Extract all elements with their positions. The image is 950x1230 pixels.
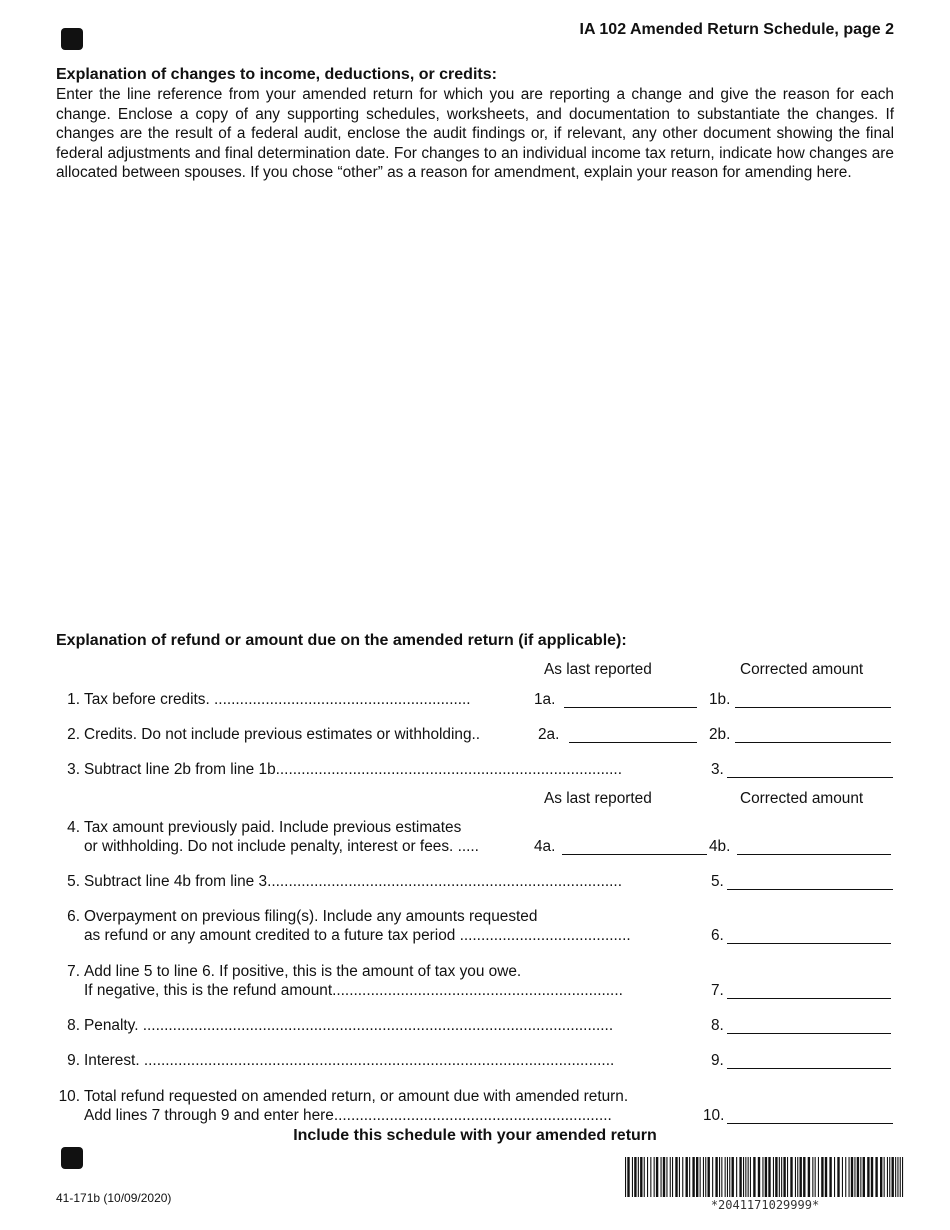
barcode-bar bbox=[854, 1157, 855, 1197]
line-5-label: 5. bbox=[711, 873, 724, 890]
line-2b-label: 2b. bbox=[709, 726, 731, 743]
barcode-bar bbox=[790, 1157, 792, 1197]
line-7-field[interactable] bbox=[727, 998, 891, 999]
line-2b-field[interactable] bbox=[735, 742, 891, 743]
line-3-label: 3. bbox=[711, 761, 724, 778]
line-description: Total refund requested on amended return, or amount due with amended return. bbox=[84, 1088, 629, 1105]
barcode-bar bbox=[640, 1157, 642, 1197]
line-9-field[interactable] bbox=[727, 1068, 891, 1069]
line-1a-label: 1a. bbox=[534, 691, 556, 708]
line-number: 5. bbox=[67, 873, 80, 890]
include-schedule-note: Include this schedule with your amended return bbox=[293, 1127, 657, 1144]
barcode-bar bbox=[753, 1157, 755, 1197]
line-number: 7. bbox=[67, 963, 80, 980]
line-description: Tax before credits. ............................................................ bbox=[84, 691, 471, 708]
registration-mark-bottom bbox=[61, 1147, 83, 1169]
barcode-bar bbox=[715, 1157, 717, 1197]
barcode-bar bbox=[692, 1157, 694, 1197]
barcode-bar bbox=[762, 1157, 763, 1197]
line-number: 4. bbox=[67, 819, 80, 836]
line-number: 6. bbox=[67, 908, 80, 925]
line-5-field[interactable] bbox=[727, 889, 893, 890]
barcode-bar bbox=[889, 1157, 890, 1197]
form-id: 41-171b (10/09/2020) bbox=[56, 1191, 172, 1205]
barcode-bar bbox=[732, 1157, 734, 1197]
barcode-bar bbox=[863, 1157, 865, 1197]
barcode-bar bbox=[682, 1157, 683, 1197]
barcode-bar bbox=[797, 1157, 798, 1197]
barcode-bar bbox=[829, 1157, 831, 1197]
barcode-bar bbox=[736, 1157, 737, 1197]
barcode-bar bbox=[834, 1157, 835, 1197]
barcode-bar bbox=[661, 1157, 662, 1197]
line-description: Interest. .............................................................................................................. bbox=[84, 1052, 615, 1069]
line-4a-field[interactable] bbox=[562, 854, 707, 855]
barcode-bar bbox=[638, 1157, 639, 1197]
barcode-bar bbox=[867, 1157, 869, 1197]
barcode-bar bbox=[703, 1157, 704, 1197]
barcode-bar bbox=[897, 1157, 898, 1197]
barcode-bar bbox=[725, 1157, 726, 1197]
line-number: 9. bbox=[67, 1052, 80, 1069]
barcode-bar bbox=[887, 1157, 888, 1197]
line-description: Penalty. .............................................................................................................. bbox=[84, 1017, 614, 1034]
barcode-bar bbox=[644, 1157, 645, 1197]
barcode-bar bbox=[627, 1157, 629, 1197]
line-6-field[interactable] bbox=[727, 943, 891, 944]
barcode-bar bbox=[666, 1157, 667, 1197]
barcode-bar bbox=[895, 1157, 896, 1197]
column-header-corrected-2: Corrected amount bbox=[740, 790, 864, 807]
barcode-bar bbox=[765, 1157, 767, 1197]
line-9-label: 9. bbox=[711, 1052, 724, 1069]
line-10-label: 10. bbox=[703, 1107, 725, 1124]
barcode-bar bbox=[625, 1157, 626, 1197]
barcode-bar bbox=[803, 1157, 805, 1197]
line-description-continued: If negative, this is the refund amount.................................................................... bbox=[84, 982, 623, 999]
refund-section-title: Explanation of refund or amount due on the amended return (if applicable): bbox=[56, 632, 627, 649]
barcode-bar bbox=[902, 1157, 903, 1197]
line-description-continued: as refund or any amount credited to a future tax period ........................................ bbox=[84, 927, 631, 944]
barcode-bar bbox=[812, 1157, 813, 1197]
barcode-bar bbox=[871, 1157, 873, 1197]
barcode-bar bbox=[781, 1157, 782, 1197]
column-header-last-reported: As last reported bbox=[544, 661, 652, 678]
barcode-bar bbox=[632, 1157, 633, 1197]
line-description-continued: Add lines 7 through 9 and enter here................................................................. bbox=[84, 1107, 612, 1124]
barcode-bar bbox=[783, 1157, 785, 1197]
barcode-bar bbox=[787, 1157, 788, 1197]
barcode-bar bbox=[845, 1157, 846, 1197]
barcode-bar bbox=[795, 1157, 796, 1197]
line-8-field[interactable] bbox=[727, 1033, 891, 1034]
barcode-bar bbox=[700, 1157, 701, 1197]
barcode bbox=[625, 1157, 905, 1197]
barcode-bar bbox=[672, 1157, 673, 1197]
barcode-bar bbox=[884, 1157, 885, 1197]
barcode-bar bbox=[719, 1157, 720, 1197]
barcode-bar bbox=[800, 1157, 802, 1197]
barcode-bar bbox=[779, 1157, 780, 1197]
barcode-bar bbox=[679, 1157, 680, 1197]
line-description-continued: or withholding. Do not include penalty, interest or fees. ..... bbox=[84, 838, 479, 855]
line-10-field[interactable] bbox=[727, 1123, 893, 1124]
barcode-bar bbox=[729, 1157, 730, 1197]
barcode-bar bbox=[880, 1157, 882, 1197]
barcode-bar bbox=[818, 1157, 819, 1197]
page-title: IA 102 Amended Return Schedule, page 2 bbox=[579, 21, 894, 38]
barcode-bar bbox=[743, 1157, 744, 1197]
barcode-bar bbox=[860, 1157, 861, 1197]
barcode-bar bbox=[705, 1157, 706, 1197]
barcode-bar bbox=[696, 1157, 698, 1197]
barcode-bar bbox=[650, 1157, 651, 1197]
line-description: Add line 5 to line 6. If positive, this is the amount of tax you owe. bbox=[84, 963, 522, 980]
barcode-bar bbox=[670, 1157, 671, 1197]
line-description: Subtract line 4b from line 3................................................................................... bbox=[84, 873, 622, 890]
line-description: Tax amount previously paid. Include previous estimates bbox=[84, 819, 462, 836]
line-number: 8. bbox=[67, 1017, 80, 1034]
barcode-bar bbox=[750, 1157, 751, 1197]
line-2a-field[interactable] bbox=[569, 742, 697, 743]
line-description: Credits. Do not include previous estimates or withholding.. bbox=[84, 726, 481, 743]
line-4b-field[interactable] bbox=[737, 854, 891, 855]
barcode-bar bbox=[647, 1157, 648, 1197]
barcode-bar bbox=[727, 1157, 728, 1197]
line-4a-label: 4a. bbox=[534, 838, 556, 855]
barcode-bar bbox=[815, 1157, 816, 1197]
registration-mark-top bbox=[61, 28, 83, 50]
barcode-bar bbox=[745, 1157, 746, 1197]
barcode-bar bbox=[663, 1157, 665, 1197]
line-number: 3. bbox=[67, 761, 80, 778]
line-8-label: 8. bbox=[711, 1017, 724, 1034]
line-number: 2. bbox=[67, 726, 80, 743]
barcode-bar bbox=[721, 1157, 722, 1197]
barcode-bar bbox=[837, 1157, 839, 1197]
line-description: Subtract line 2b from line 1b................................................................................. bbox=[84, 761, 622, 778]
column-header-corrected: Corrected amount bbox=[740, 661, 864, 678]
barcode-bar bbox=[821, 1157, 823, 1197]
barcode-bar bbox=[773, 1157, 774, 1197]
barcode-bar bbox=[808, 1157, 810, 1197]
changes-explanation-area[interactable] bbox=[56, 210, 894, 620]
barcode-bar bbox=[768, 1157, 770, 1197]
barcode-bar bbox=[849, 1157, 850, 1197]
barcode-bar bbox=[758, 1157, 760, 1197]
line-1a-field[interactable] bbox=[564, 707, 697, 708]
changes-instructions: Enter the line reference from your amended return for which you are reporting a change and give the reason for each change. Enclose a copy of any supporting schedules, worksheets, and documentation to substantiate the changes. If changes are the result of a federal audit, enclose the audit findings or, if relevant, any other document showing the final federal adjustments and final determination date. For changes to an individual income tax return, indicate how changes are allocated between spouses. If you chose “other” as a reason for amendment, explain your reason for amending here. bbox=[56, 86, 894, 182]
barcode-bar bbox=[712, 1157, 713, 1197]
barcode-bar bbox=[689, 1157, 690, 1197]
barcode-bar bbox=[857, 1157, 859, 1197]
barcode-bar bbox=[748, 1157, 749, 1197]
line-number: 1. bbox=[67, 691, 80, 708]
barcode-bar bbox=[875, 1157, 877, 1197]
barcode-bar bbox=[739, 1157, 741, 1197]
line-number: 10. bbox=[58, 1088, 80, 1105]
barcode-bar bbox=[656, 1157, 658, 1197]
barcode-bar bbox=[654, 1157, 655, 1197]
line-7-label: 7. bbox=[711, 982, 724, 999]
line-4b-label: 4b. bbox=[709, 838, 731, 855]
barcode-text: *2041171029999* bbox=[710, 1198, 820, 1212]
line-1b-label: 1b. bbox=[709, 691, 731, 708]
barcode-bar bbox=[675, 1157, 677, 1197]
barcode-bar bbox=[708, 1157, 710, 1197]
barcode-bar bbox=[900, 1157, 901, 1197]
barcode-bar bbox=[634, 1157, 636, 1197]
column-header-last-reported-2: As last reported bbox=[544, 790, 652, 807]
barcode-bar bbox=[892, 1157, 894, 1197]
barcode-bar bbox=[686, 1157, 688, 1197]
line-description: Overpayment on previous filing(s). Include any amounts requested bbox=[84, 908, 538, 925]
barcode-bar bbox=[842, 1157, 843, 1197]
line-1b-field[interactable] bbox=[735, 707, 891, 708]
line-6-label: 6. bbox=[711, 927, 724, 944]
line-2a-label: 2a. bbox=[538, 726, 560, 743]
barcode-bar bbox=[851, 1157, 853, 1197]
barcode-bar bbox=[825, 1157, 827, 1197]
changes-section-title: Explanation of changes to income, deductions, or credits: bbox=[56, 66, 497, 83]
line-3-field[interactable] bbox=[727, 777, 893, 778]
barcode-bar bbox=[775, 1157, 777, 1197]
